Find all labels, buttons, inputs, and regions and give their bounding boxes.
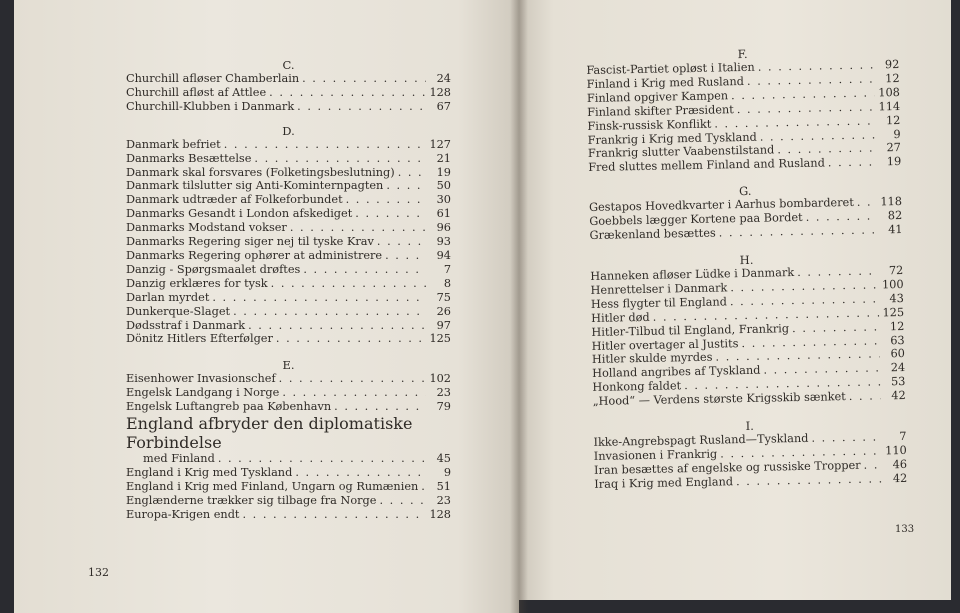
index-entry-title: Churchill afløst af Attlee [126, 85, 267, 99]
index-entry-page: 8 [443, 276, 451, 290]
index-entry-page: 92 [884, 57, 900, 72]
leader-dots [421, 480, 426, 494]
index-entry-title: Frankrig slutter Vaabenstilstand [587, 143, 775, 161]
leader-dots [224, 138, 426, 152]
leader-dots [385, 249, 426, 263]
index-entry-page: 27 [886, 141, 902, 155]
leader-dots [297, 100, 426, 114]
index-entry-title: Goebbels lægger Kortene paa Bordet [589, 211, 803, 229]
index-entry-page: 127 [429, 137, 451, 151]
leader-dots [857, 196, 877, 210]
index-entry-page: 23 [436, 493, 451, 507]
index-entry-title: Henrettelser i Danmark [590, 281, 728, 297]
leader-dots [248, 319, 426, 333]
index-entry-page: 128 [429, 507, 451, 521]
index-entry-title: Fascist-Partiet opløst i Italien [586, 60, 755, 77]
index-entry-title: Holland angribes af Tyskland [592, 364, 761, 381]
index-entry-page: 46 [892, 457, 908, 472]
leader-dots [379, 494, 426, 508]
index-entry-title: Darlan myrdet [126, 290, 210, 304]
index-entry-title: Danmark skal forsvares (Folketingsbeslutning) [126, 165, 395, 179]
index-entry [126, 508, 451, 522]
index-entry [126, 332, 451, 346]
index-entry-page: 108 [878, 85, 900, 100]
section-letter: D. [282, 123, 295, 138]
right-page [519, 0, 951, 600]
index-section [586, 44, 901, 175]
index-entry [126, 86, 451, 100]
index-entry [126, 138, 451, 152]
index-entry [126, 452, 451, 466]
index-entry [126, 235, 451, 249]
leader-dots [269, 86, 426, 100]
leader-dots [849, 390, 881, 405]
index-section [590, 250, 906, 409]
index-entry-page: 97 [436, 318, 451, 332]
index-entry-title: Danzig erklæres for tysk [126, 276, 268, 290]
index-entry-title: Danmarks Besættelse [126, 151, 252, 165]
leader-dots [282, 386, 426, 400]
section-letter: H. [739, 252, 754, 268]
index-entry-title: Honkong faldet [592, 379, 682, 395]
index-entry-title: Grækenland besættes [589, 226, 716, 243]
index-section [593, 416, 907, 492]
section-letter: I. [745, 418, 754, 434]
section-letter: C. [282, 58, 295, 72]
index-entry-page: 26 [436, 304, 451, 318]
index-entry [126, 480, 451, 494]
index-entry-title: Invasionen i Frankrig [593, 447, 718, 463]
index-entry-page: 42 [891, 389, 906, 403]
index-entry [126, 386, 451, 400]
index-entry-page: 61 [436, 207, 451, 221]
index-entry [126, 466, 451, 480]
index-entry-title: Finland opgiver Kampen [586, 89, 729, 105]
index-entry-page: 24 [890, 361, 906, 375]
leader-dots [806, 210, 878, 225]
leader-dots [254, 152, 426, 166]
index-entry [126, 221, 451, 235]
index-entry-page: 110 [885, 443, 907, 458]
leader-dots [377, 235, 426, 249]
index-entry-title: Churchill afløser Chamberlain [126, 72, 300, 85]
index-entry-title: Danmark udtræder af Folkeforbundet [126, 193, 343, 207]
index-entry-title: „Hood“ — Verdens største Krigsskib sænket [592, 390, 846, 409]
index-entry [126, 263, 451, 277]
index-entry-page: 114 [878, 99, 901, 114]
index-entry-page: 9 [893, 127, 901, 141]
page-number-left: 132 [88, 566, 109, 579]
leader-dots [276, 332, 426, 346]
leader-dots [828, 156, 877, 171]
index-entry-title: Danmarks Regering siger nej til tyske Krav [126, 235, 374, 249]
index-entry-page: 21 [436, 151, 451, 165]
index-entry-title: England afbryder den diplomatiske Forbindelse [126, 414, 413, 453]
index-entry-title: Finland i Krig med Rusland [586, 74, 745, 91]
index-entry-title: England i Krig med Tyskland [126, 465, 293, 479]
leader-dots [719, 224, 878, 241]
index-entry-page: 19 [436, 165, 451, 179]
leader-dots [334, 400, 426, 414]
index-entry-page: 67 [436, 99, 451, 113]
leader-dots [233, 305, 426, 319]
index-entry-page: 7 [443, 262, 451, 276]
left-page [14, 0, 519, 613]
index-entry-title: Danzig - Spørgsmaalet drøftes [126, 262, 301, 276]
index-section [126, 358, 451, 521]
index-column-left [126, 58, 451, 522]
index-entry-page: 102 [429, 372, 451, 386]
index-entry-page: 125 [429, 332, 451, 346]
index-entry [126, 207, 451, 221]
index-entry-title: Hitler skulde myrdes [591, 351, 713, 367]
index-entry-page: 19 [886, 155, 902, 169]
index-entry [126, 291, 451, 305]
index-entry-title: Fred sluttes mellem Finland and Rusland [588, 156, 825, 175]
index-entry-page: 24 [436, 72, 451, 85]
index-entry-page: 51 [436, 479, 451, 493]
index-entry-page: 12 [885, 113, 901, 127]
index-entry-title: Churchill-Klubben i Danmark [126, 99, 295, 113]
index-entry-title: Finsk-russisk Konflikt [587, 117, 712, 133]
book-spine [510, 0, 528, 613]
index-entry-title: Danmarks Regering ophører at administrere [126, 248, 383, 262]
leader-dots [863, 458, 882, 472]
leader-dots [736, 472, 883, 489]
index-entry-title: Hess flygter til England [590, 295, 728, 311]
index-section [126, 58, 451, 114]
index-entry-page: 53 [890, 375, 906, 389]
index-entry-page: 9 [443, 465, 451, 479]
leader-dots [218, 452, 426, 466]
leader-dots [386, 179, 426, 193]
section-letter: F. [737, 46, 748, 62]
index-entry [126, 179, 451, 193]
index-entry [126, 400, 451, 414]
index-entry-title: Finland skifter Præsident [587, 102, 734, 119]
index-entry-title: England i Krig med Finland, Ungarn og Rumænien [126, 479, 419, 493]
index-column-right [586, 44, 907, 492]
index-entry-page: 42 [892, 471, 908, 485]
index-section [126, 124, 451, 347]
leader-dots [302, 72, 426, 86]
index-entry-page: 118 [880, 195, 903, 209]
index-entry [126, 100, 451, 114]
index-entry-continuation: med Finland [143, 452, 215, 466]
index-entry-page: 50 [436, 179, 451, 193]
index-entry-title: Hanneken afløser Lüdke i Danmark [590, 266, 795, 283]
leader-dots [346, 193, 426, 207]
index-entry-page: 41 [888, 223, 903, 237]
index-entry-title: Hitler-Tilbud til England, Frankrig [591, 321, 790, 339]
index-entry-title: Englænderne trækker sig tilbage fra Norge [126, 493, 377, 507]
leader-dots [355, 207, 426, 221]
index-entry-page: 125 [882, 305, 905, 320]
index-entry-title: Danmarks Modstand vokser [126, 221, 287, 235]
index-entry-page: 100 [881, 277, 904, 292]
index-entry [126, 72, 451, 86]
index-entry-title: Hitler død [591, 310, 650, 325]
leader-dots [271, 277, 426, 291]
index-entry-title: Dunkerque-Slaget [126, 304, 231, 318]
leader-dots [212, 291, 426, 305]
index-entry-title: Hitler overtager al Justits [591, 336, 739, 353]
index-entry-title: Europa-Krigen endt [126, 507, 240, 521]
index-entry-title: Frankrig i Krig med Tyskland [587, 130, 757, 147]
index-entry [126, 249, 451, 263]
leader-dots [811, 430, 881, 445]
index-entry-title: Eisenhower Invasionschef [126, 372, 276, 386]
index-entry [126, 152, 451, 166]
leader-dots [303, 263, 426, 277]
index-entry-page: 43 [889, 291, 904, 306]
index-entry-page: 12 [889, 319, 905, 333]
index-entry-page: 75 [436, 290, 451, 304]
index-entry-page: 60 [890, 347, 906, 361]
index-entry-page: 63 [890, 333, 905, 347]
index-entry [126, 494, 451, 508]
index-entry-page: 82 [887, 209, 903, 223]
index-entry-page: 93 [436, 235, 451, 249]
index-entry-title: Danmark befriet [126, 137, 221, 151]
index-entry-title: Ikke-Angrebspagt Rusland—Tyskland [593, 431, 809, 449]
page-number-right: 133 [895, 524, 915, 535]
index-entry [126, 166, 451, 180]
index-section [589, 181, 903, 243]
leader-dots [279, 372, 426, 386]
index-entry-page: 96 [436, 221, 451, 235]
index-entry-title: Engelsk Landgang i Norge [126, 386, 280, 400]
index-entry-page: 94 [436, 248, 451, 262]
index-entry-title: Iran besættes af engelske og russiske Tropper [593, 458, 861, 477]
index-entry [126, 305, 451, 319]
index-entry-page: 79 [436, 400, 451, 414]
index-entry-title: Danmark tilslutter sig Anti-Kominternpagten [126, 179, 384, 193]
index-entry [126, 277, 451, 291]
index-entry-title: Iraq i Krig med England [594, 475, 734, 491]
index-entry [126, 193, 451, 207]
leader-dots [398, 166, 426, 180]
index-entry-page: 7 [899, 429, 907, 444]
index-entry-page: 12 [885, 71, 900, 86]
leader-dots [242, 508, 426, 522]
index-entry-title: Engelsk Luftangreb paa København [126, 400, 332, 414]
index-entry-page: 72 [888, 263, 904, 278]
section-letter: G. [738, 184, 752, 199]
leader-dots [290, 221, 426, 235]
index-entry-title: Dødsstraf i Danmark [126, 318, 246, 332]
leader-dots [295, 466, 426, 480]
section-letter: E. [282, 358, 295, 373]
index-entry-title: Dönitz Hitlers Efterfølger [126, 332, 273, 346]
index-entry-title: Danmarks Gesandt i London afskediget [126, 207, 353, 221]
index-entry-page: 45 [436, 452, 451, 466]
index-entry [126, 319, 451, 333]
index-entry-page: 30 [436, 193, 451, 207]
index-entry-page: 23 [436, 386, 451, 400]
index-entry [126, 372, 451, 386]
index-entry-title: Gestapos Hovedkvarter i Aarhus bombarderet [588, 196, 854, 215]
index-entry-page: 128 [429, 85, 451, 99]
